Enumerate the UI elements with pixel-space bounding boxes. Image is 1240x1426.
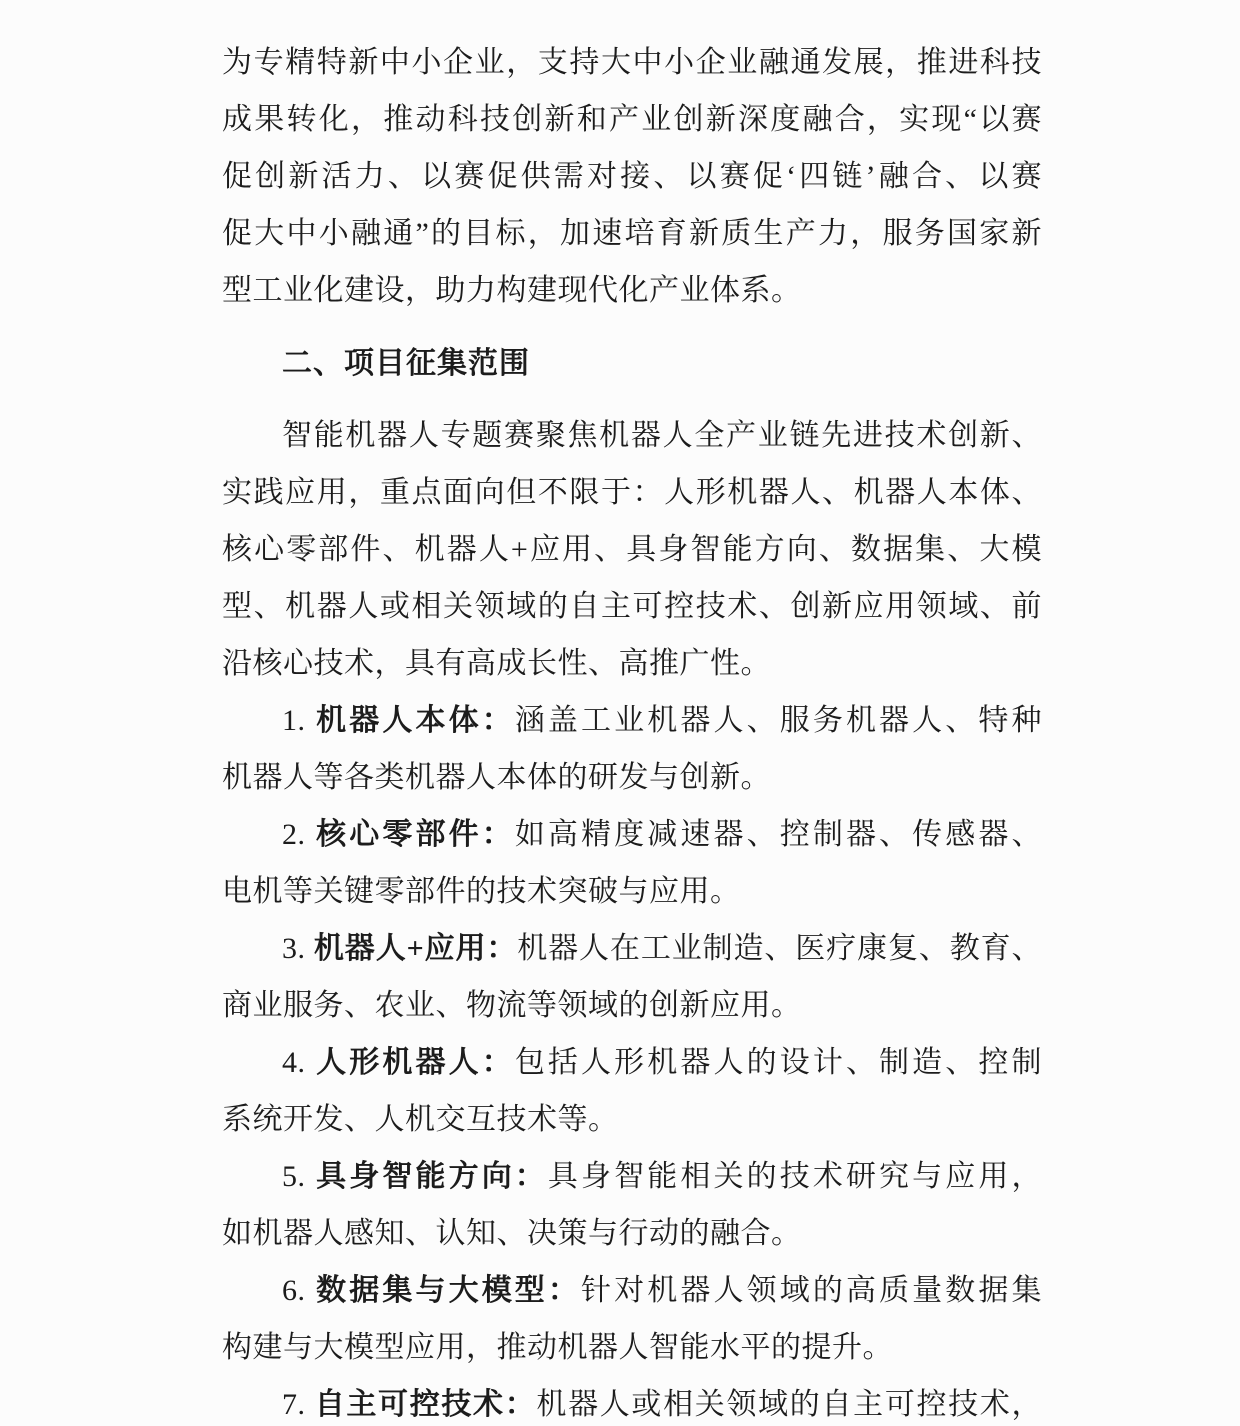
body-text: 沿核心技术，具有高成长性、高推广性。 bbox=[222, 647, 771, 680]
term-label: 机器人本体： bbox=[316, 704, 515, 737]
body-text: 针对机器人领域的高质量数据集 bbox=[581, 1274, 1043, 1307]
text-line bbox=[222, 407, 1042, 464]
heading-text: 二、项目征集范围 bbox=[282, 347, 530, 380]
body-text: 2. bbox=[282, 818, 317, 851]
term-label: 核心零部件： bbox=[316, 818, 515, 851]
term-label: 自主可控技术： bbox=[314, 1388, 537, 1421]
body-text: 实践应用，重点面向但不限于：人形机器人、机器人本体、 bbox=[222, 476, 1042, 509]
body-text: 如机器人感知、认知、决策与行动的融合。 bbox=[222, 1217, 802, 1250]
section-heading bbox=[222, 335, 1042, 392]
text-line bbox=[222, 1034, 1042, 1091]
text-line bbox=[222, 1148, 1042, 1205]
body-text: 成果转化，推动科技创新和产业创新深度融合，实现“以赛 bbox=[222, 103, 1042, 136]
body-text: 型、机器人或相关领域的自主可控技术、创新应用领域、前 bbox=[222, 590, 1042, 623]
text-line bbox=[222, 863, 1042, 920]
term-label: 具身智能方向： bbox=[316, 1160, 548, 1193]
text-line bbox=[222, 521, 1042, 578]
text-line bbox=[222, 692, 1042, 749]
body-text: 促大中小融通”的目标，加速培育新质生产力，服务国家新 bbox=[222, 217, 1042, 250]
body-text: 涵盖工业机器人、服务机器人、特种 bbox=[514, 704, 1043, 737]
body-text: 促创新活力、以赛促供需对接、以赛促‘四链’融合、以赛 bbox=[222, 160, 1042, 193]
body-text: 构建与大模型应用，推动机器人智能水平的提升。 bbox=[222, 1331, 893, 1364]
text-line bbox=[222, 1091, 1042, 1148]
text-line bbox=[222, 464, 1042, 521]
text-line bbox=[222, 148, 1042, 205]
body-text: 核心零部件、机器人+应用、具身智能方向、数据集、大模 bbox=[222, 533, 1042, 566]
body-text: 型工业化建设，助力构建现代化产业体系。 bbox=[222, 274, 802, 307]
term-label: 机器人+应用： bbox=[313, 932, 518, 965]
document-text bbox=[222, 34, 1042, 1426]
text-line bbox=[222, 977, 1042, 1034]
body-text: 机器人等各类机器人本体的研发与创新。 bbox=[222, 761, 771, 794]
body-text: 电机等关键零部件的技术突破与应用。 bbox=[222, 875, 741, 908]
body-text: 3. bbox=[282, 932, 314, 965]
text-line bbox=[222, 1376, 1042, 1426]
text-line bbox=[222, 1262, 1042, 1319]
term-label: 人形机器人： bbox=[316, 1046, 515, 1079]
body-text: 1. bbox=[282, 704, 317, 737]
text-line bbox=[222, 806, 1042, 863]
text-line bbox=[222, 1319, 1042, 1376]
text-line bbox=[222, 635, 1042, 692]
body-text: 商业服务、农业、物流等领域的创新应用。 bbox=[222, 989, 802, 1022]
text-line bbox=[222, 578, 1042, 635]
body-text: 具身智能相关的技术研究与应用， bbox=[547, 1160, 1043, 1193]
body-text: 4. bbox=[282, 1046, 317, 1079]
body-text: 机器人在工业制造、医疗康复、教育、 bbox=[517, 932, 1043, 965]
body-text: 机器人或相关领域的自主可控技术， bbox=[536, 1388, 1043, 1421]
body-text: 智能机器人专题赛聚焦机器人全产业链先进技术创新、 bbox=[282, 419, 1042, 452]
text-line bbox=[222, 262, 1042, 319]
body-text: 包括人形机器人的设计、制造、控制 bbox=[514, 1046, 1043, 1079]
body-text: 5. bbox=[282, 1160, 317, 1193]
term-label: 数据集与大模型： bbox=[316, 1274, 582, 1307]
body-text: 6. bbox=[282, 1274, 317, 1307]
text-line bbox=[222, 1205, 1042, 1262]
body-text: 如高精度减速器、控制器、传感器、 bbox=[514, 818, 1043, 851]
body-text: 系统开发、人机交互技术等。 bbox=[222, 1103, 619, 1136]
text-line bbox=[222, 205, 1042, 262]
body-text: 为专精特新中小企业，支持大中小企业融通发展，推进科技 bbox=[222, 46, 1042, 79]
text-line bbox=[222, 34, 1042, 91]
text-line bbox=[222, 920, 1042, 977]
text-line bbox=[222, 749, 1042, 806]
text-line bbox=[222, 91, 1042, 148]
body-text: 7. bbox=[282, 1388, 315, 1421]
